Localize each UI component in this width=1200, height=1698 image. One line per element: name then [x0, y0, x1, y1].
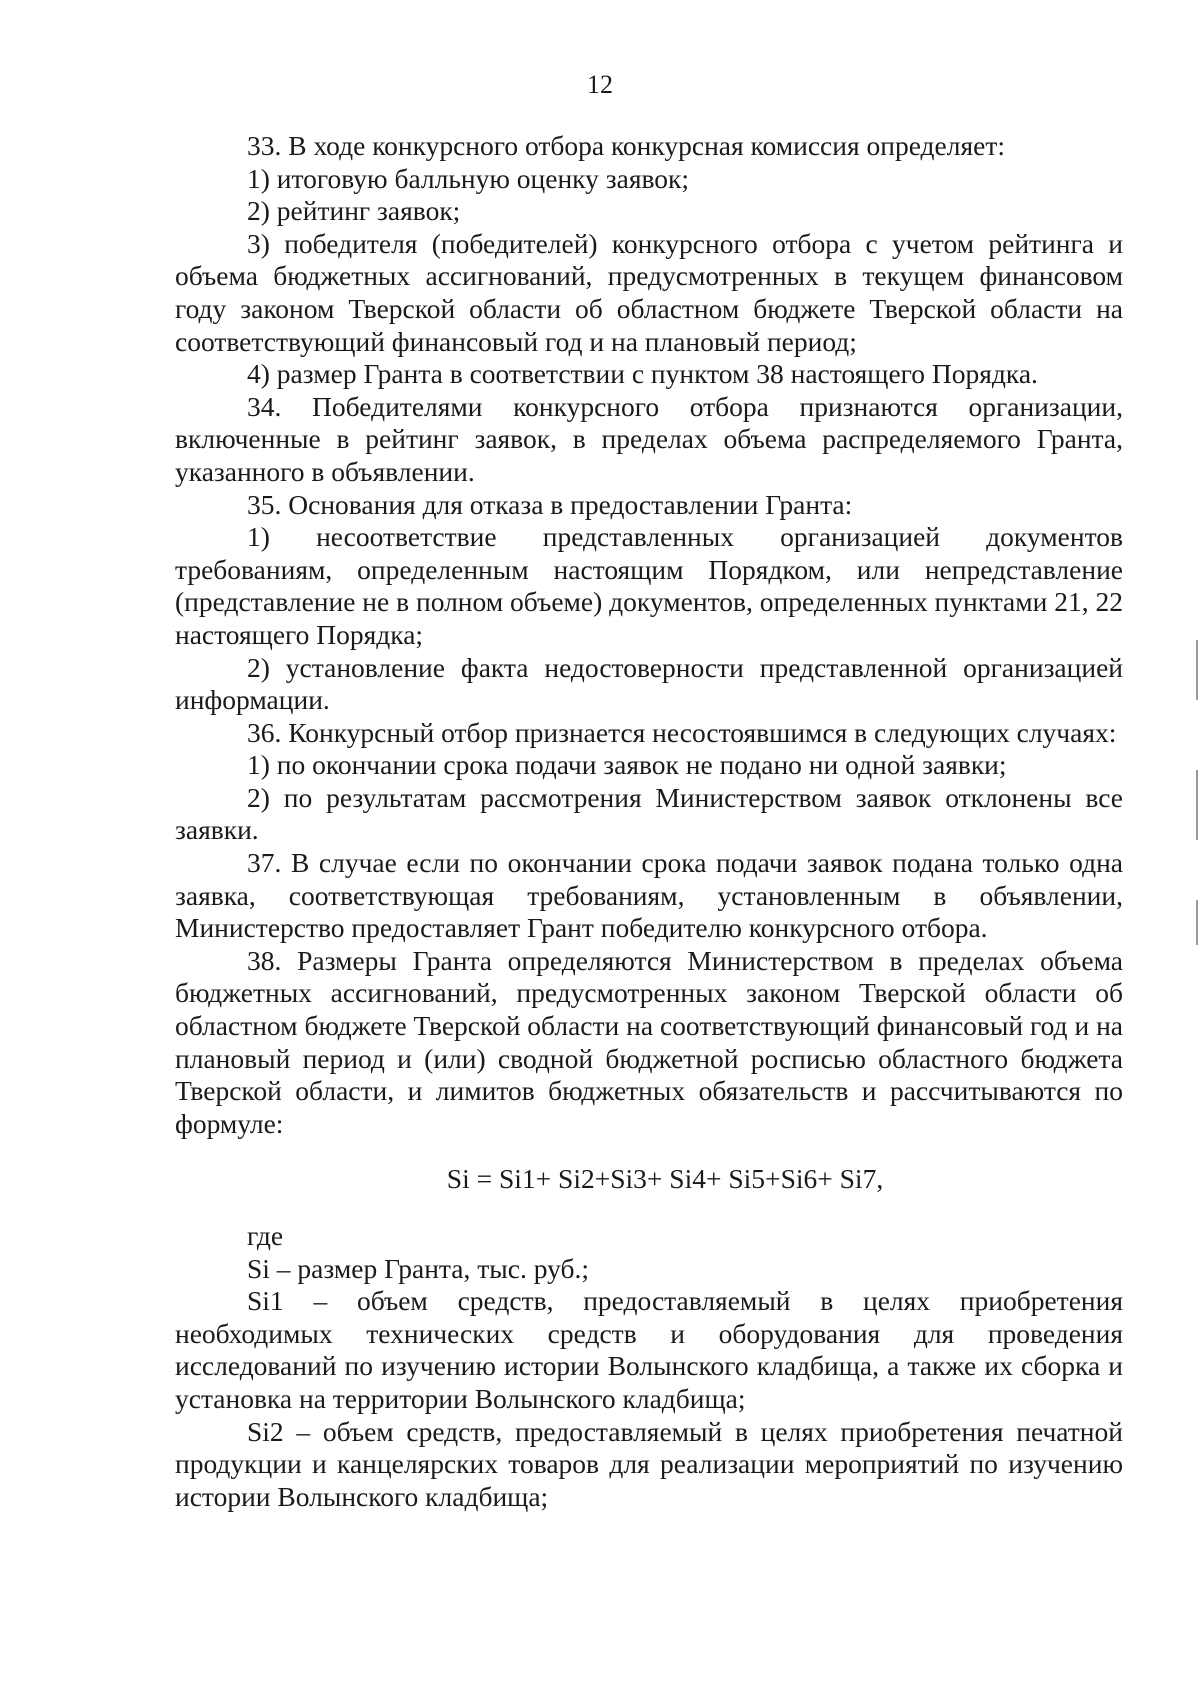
- grant-formula: Si = Si1+ Si2+Si3+ Si4+ Si5+Si6+ Si7,: [446, 1163, 884, 1195]
- paragraph-35-item-1: 1) несоответствие представленных организацией документов требованиям, определенным настоящим Порядком, или непредставление (представление не в полном объеме) документов, определенных пунктами 21, 22 настоящего Порядка;: [175, 521, 1123, 650]
- paragraph-33-item-2: 2) рейтинг заявок;: [247, 195, 461, 227]
- paragraph-35: 35. Основания для отказа в предоставлении Гранта:: [247, 488, 853, 520]
- scan-edge-mark: [1196, 770, 1198, 840]
- document-body: [175, 130, 1123, 1513]
- where-label: где: [247, 1220, 284, 1251]
- paragraph-35-item-2: 2) установление факта недостоверности представленной организацией информации.: [175, 651, 1123, 716]
- paragraph-37: 37. В случае если по окончании срока подачи заявок подана только одна заявка, соответствующая требованиям, установленным в объявлении, Министерство предоставляет Грант победителю конкурсного отбора.: [175, 847, 1123, 944]
- scan-edge-mark: [1196, 640, 1198, 700]
- paragraph-36: 36. Конкурсный отбор признается несостоявшимся в следующих случаях:: [247, 716, 1117, 748]
- page-number: 12: [587, 70, 613, 99]
- scan-edge-mark: [1196, 900, 1198, 945]
- paragraph-38: 38. Размеры Гранта определяются Министерством в пределах объема бюджетных ассигнований, предусмотренных законом Тверской области об областном бюджете Тверской области на соответствующий финансовый год и на плановый период и (или) сводной бюджетной росписью областного бюджета Тверской области, и лимитов бюджетных обязательств и рассчитываются по формуле:: [175, 944, 1123, 1139]
- paragraph-33-item-1: 1) итоговую балльную оценку заявок;: [247, 162, 690, 194]
- paragraph-36-item-1: 1) по окончании срока подачи заявок не подано ни одной заявки;: [247, 749, 1007, 781]
- definition-si2: Si2 – объем средств, предоставляемый в целях приобретения печатной продукции и канцелярских товаров для реализации мероприятий по изучению истории Волынского кладбища;: [175, 1415, 1123, 1512]
- definition-si: Si – размер Гранта, тыс. руб.;: [247, 1252, 589, 1284]
- paragraph-34: 34. Победителями конкурсного отбора признаются организации, включенные в рейтинг заявок, в пределах объема распределяемого Гранта, указанного в объявлении.: [175, 390, 1123, 487]
- definition-si1: Si1 – объем средств, предоставляемый в целях приобретения необходимых технических средств и оборудования для проведения исследований по изучению истории Волынского кладбища, а также их сборка и установка на территории Волынского кладбища;: [175, 1285, 1123, 1414]
- paragraph-36-item-2: 2) по результатам рассмотрения Министерством заявок отклонены все заявки.: [175, 781, 1123, 846]
- paragraph-33-item-4: 4) размер Гранта в соответствии с пунктом 38 настоящего Порядка.: [247, 358, 1038, 390]
- paragraph-33: 33. В ходе конкурсного отбора конкурсная комиссия определяет:: [247, 130, 1005, 161]
- paragraph-33-item-3: 3) победителя (победителей) конкурсного отбора с учетом рейтинга и объема бюджетных ассигнований, предусмотренных в текущем финансовом году законом Тверской области об областном бюджете Тверской области на соответствующий финансовый год и на плановый период;: [175, 227, 1123, 357]
